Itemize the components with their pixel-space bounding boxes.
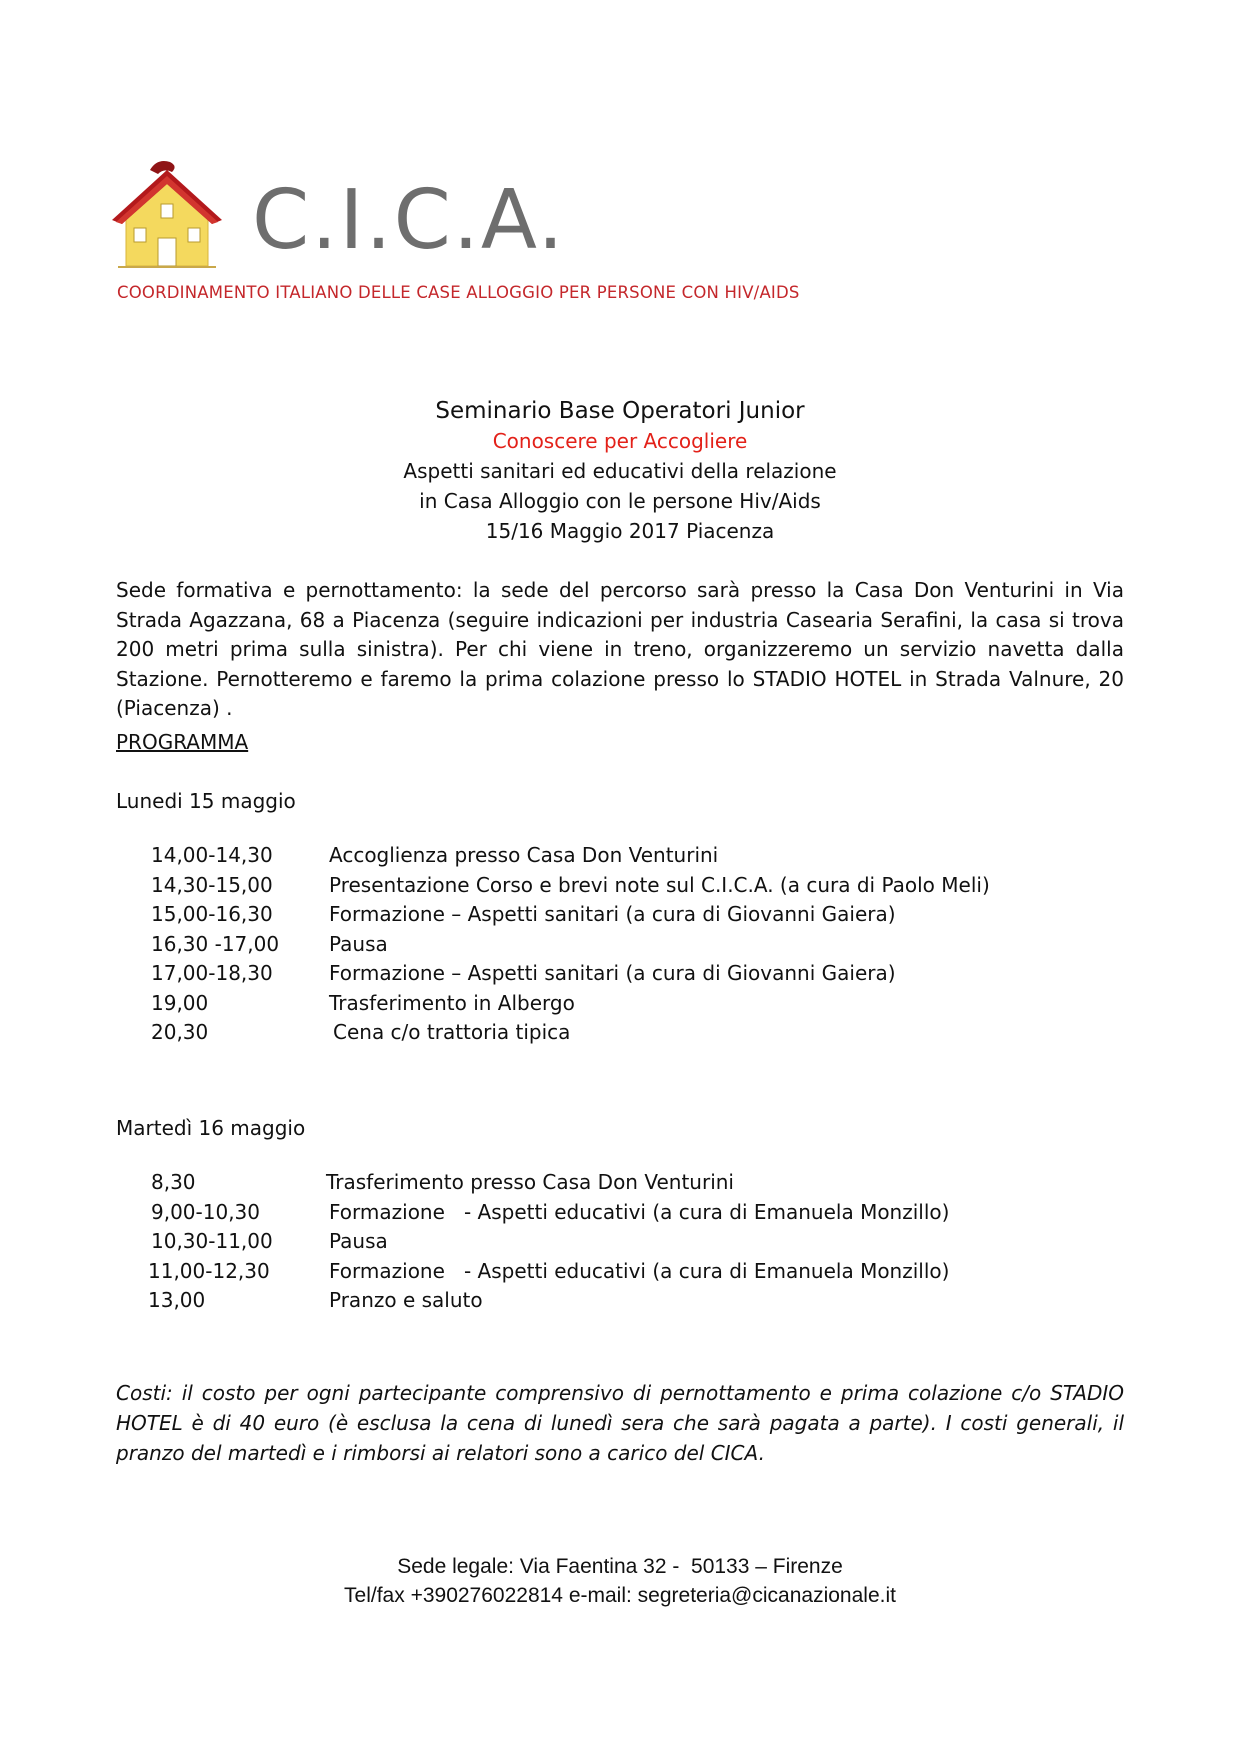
schedule-time: 19,00: [151, 990, 209, 1015]
seminar-description-line-1: Aspetti sanitari ed educativi della relazione: [403, 459, 837, 483]
logo-tagline: COORDINAMENTO ITALIANO DELLE CASE ALLOGGIO PER PERSONE CON HIV/AIDS: [117, 283, 800, 302]
schedule-time: 10,30-11,00: [151, 1229, 273, 1253]
schedule-time: 20,30: [151, 1020, 209, 1044]
schedule-activity: Formazione – Aspetti sanitari (a cura di Giovanni Gaiera): [329, 961, 896, 985]
schedule-time: 8,30: [151, 1170, 196, 1194]
schedule-activity: Trasferimento in Albergo: [329, 990, 575, 1015]
footer-address: Sede legale: Via Faentina 32 - 50133 – Firenze: [397, 1555, 843, 1578]
schedule-time: 9,00-10,30: [151, 1199, 261, 1224]
schedule-time: 14,00-14,30: [151, 843, 273, 867]
schedule-activity: Pranzo e saluto: [329, 1288, 483, 1312]
schedule-activity: Pausa: [329, 931, 388, 956]
logo-name: C.I.C.A.: [252, 173, 566, 268]
schedule-activity: Formazione - Aspetti educativi (a cura di Emanuela Monzillo): [329, 1258, 950, 1283]
schedule-activity: Formazione – Aspetti sanitari (a cura di Giovanni Gaiera): [329, 902, 896, 926]
schedule-activity: Cena c/o trattoria tipica: [333, 1020, 571, 1044]
costs-paragraph: Costi: il costo per ogni partecipante comprensivo di pernottamento e prima colazione c/o STADIO HOTEL è di 40 euro (è esclusa la cena di lunedì sera che sarà pagata a parte). I costi generali, il pranzo del martedì e i rimborsi ai relatori sono a carico del CICA.: [116, 1381, 1124, 1465]
house-logo-icon: [112, 158, 222, 278]
schedule-time: 13,00: [148, 1288, 206, 1312]
schedule-time: 15,00-16,30: [151, 902, 273, 926]
footer-contacts: Tel/fax +390276022814 e-mail: segreteria@cicanazionale.it: [344, 1584, 896, 1607]
seminar-title: Seminario Base Operatori Junior: [435, 398, 805, 424]
seminar-subtitle: Conoscere per Accogliere: [492, 429, 748, 453]
schedule-time: 17,00-18,30: [151, 961, 273, 985]
day-1-label: Lunedi 15 maggio: [116, 789, 296, 813]
footer: [0, 1552, 1240, 1610]
seminar-heading: [0, 396, 1240, 546]
schedule-time: 16,30 -17,00: [151, 931, 280, 956]
schedule-activity: Trasferimento presso Casa Don Venturini: [326, 1170, 734, 1194]
schedule-activity: Presentazione Corso e brevi note sul C.I.C.A. (a cura di Paolo Meli): [329, 872, 990, 897]
cica-logo: [112, 158, 812, 308]
schedule-time: 14,30-15,00: [151, 872, 273, 897]
schedule-activity: Accoglienza presso Casa Don Venturini: [329, 843, 719, 867]
schedule-activity: Formazione - Aspetti educativi (a cura di Emanuela Monzillo): [329, 1199, 950, 1224]
schedule-time: 11,00-12,30: [148, 1258, 270, 1283]
schedule-activity: Pausa: [329, 1229, 388, 1253]
venue-paragraph: Sede formativa e pernottamento: la sede del percorso sarà presso la Casa Don Venturini in Via Strada Agazzana, 68 a Piacenza (seguire indicazioni per industria Casearia Serafini, la casa si trova 200 metri prima sulla sinistra). Per chi viene in treno, organizzeremo un servizio navetta dalla Stazione. Pernotteremo e faremo la prima colazione presso lo STADIO HOTEL in Strada Valnure, 20 (Piacenza) .: [116, 578, 1124, 720]
seminar-date: 15/16 Maggio 2017 Piacenza: [485, 519, 775, 543]
programma-heading: PROGRAMMA: [116, 730, 249, 754]
seminar-description-line-2: in Casa Alloggio con le persone Hiv/Aids: [419, 489, 821, 513]
day-2-label: Martedì 16 maggio: [116, 1116, 306, 1140]
